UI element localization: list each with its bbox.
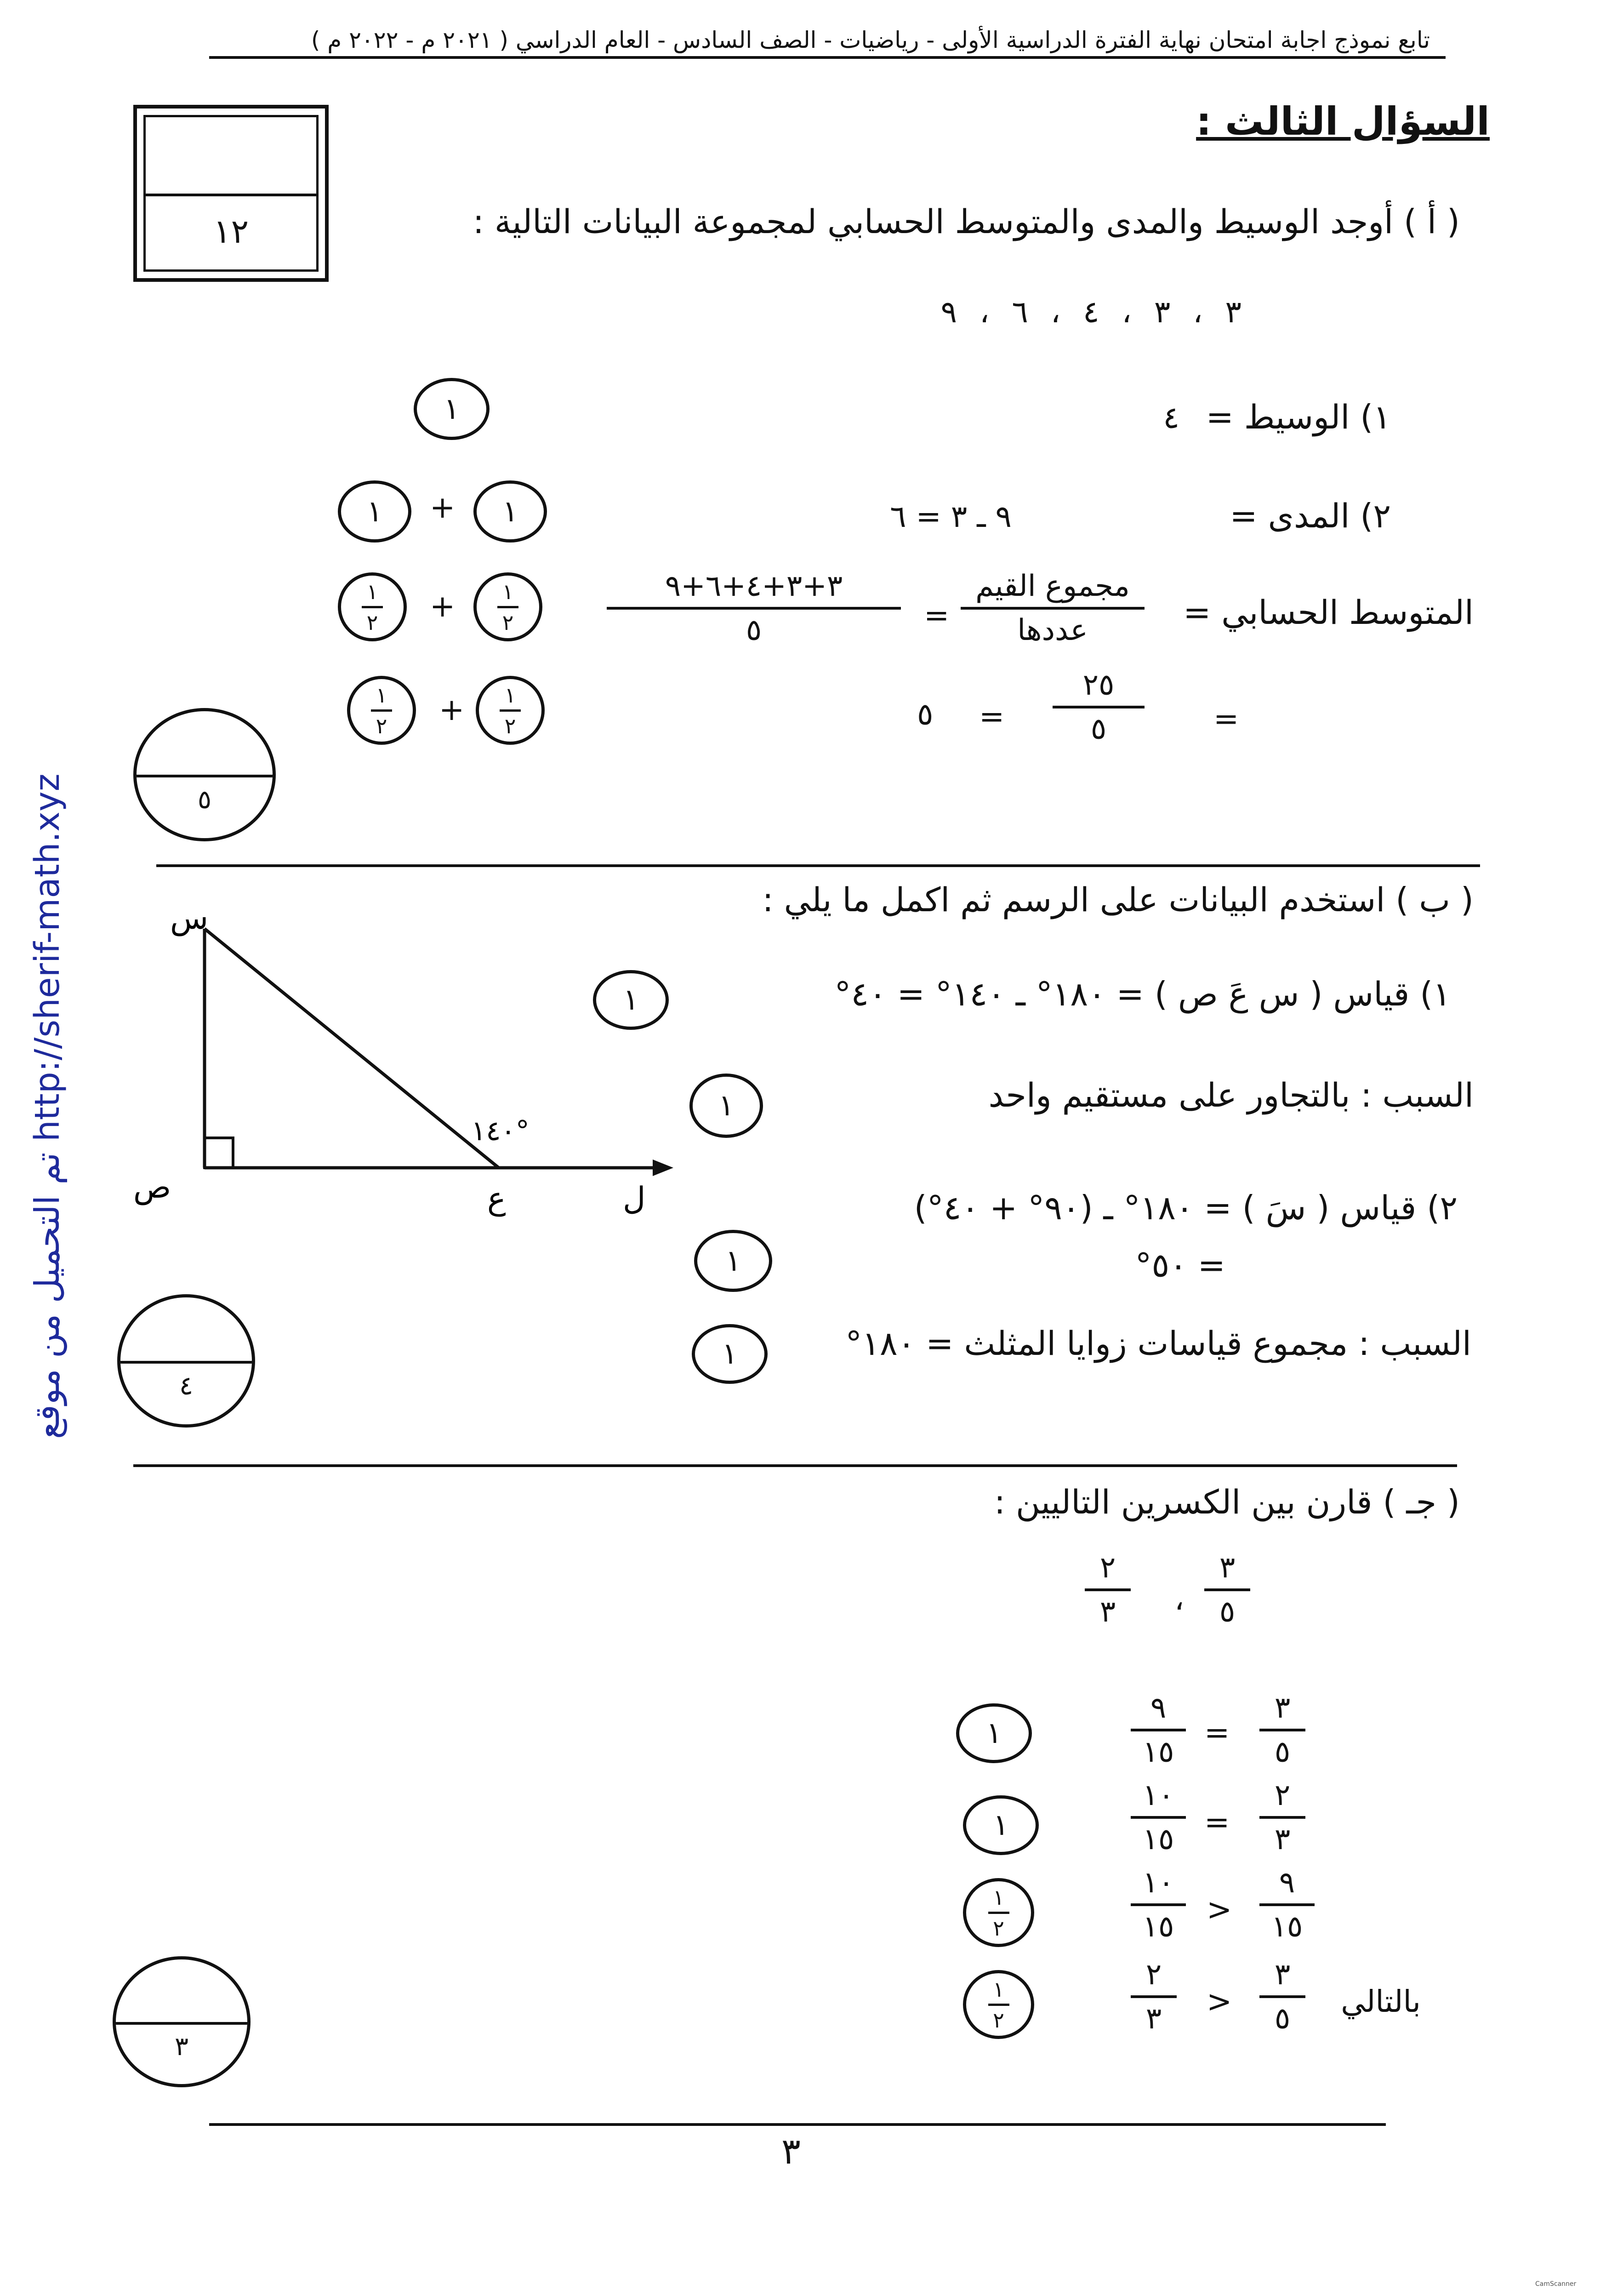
comparison-left-fraction: ٣ ٥	[1259, 1692, 1305, 1769]
header-underline	[209, 56, 1446, 59]
comparison-right-fraction: ٩ ١٥	[1131, 1692, 1186, 1769]
half-mark-circle: ١ ٢	[963, 1878, 1034, 1947]
median-value: ٤	[1163, 400, 1179, 435]
fraction-two-thirds: ٢ ٣	[1085, 1552, 1131, 1628]
comparison-left-fraction: ٢ ٣	[1259, 1779, 1305, 1856]
plus-sign: +	[439, 692, 465, 727]
section-divider	[156, 864, 1480, 867]
part-b-q2: ٢) قياس ( سَ ) = ١٨٠° ـ (٩٠° + ٤٠°)	[914, 1188, 1458, 1227]
comparison-operator: =	[1204, 1715, 1230, 1750]
header-text: تابع نموذج اجابة امتحان نهاية الفترة الدراسية الأولى - رياضيات - الصف السادس - العام الدراسي ( ٢٠٢١ م - ٢٠٢٢ م )	[311, 27, 1430, 53]
mean-fraction-words: مجموع القيم عددها	[961, 570, 1145, 647]
part-b-prompt: ( ب ) استخدم البيانات على الرسم ثم اكمل ما يلي :	[762, 880, 1474, 919]
label-s: س	[170, 900, 209, 937]
plus-sign: +	[430, 588, 456, 624]
page-number: ٣	[781, 2131, 801, 2172]
therefore-label: بالتالي	[1341, 1984, 1421, 2019]
range-value: ٩ ـ ٣ = ٦	[890, 499, 1012, 534]
section-total-circle: ٥	[133, 708, 276, 841]
range-label: ٢) المدى =	[1230, 497, 1391, 535]
half-mark-circle: ١ ٢	[338, 572, 407, 641]
part-b-q2-result: = ٥٠°	[1135, 1246, 1225, 1285]
mark-circle: ١	[956, 1703, 1032, 1763]
half-mark-circle: ١ ٢	[963, 1970, 1034, 2039]
comparison-right-fraction: ١٠ ١٥	[1131, 1867, 1186, 1943]
comparison-left-fraction: ٣ ٥	[1259, 1959, 1305, 2035]
comparison-operator: <	[1207, 1984, 1232, 2019]
mark-circle: ١	[694, 1230, 772, 1292]
mean-fraction-result: ٢٥ ٥	[1053, 669, 1145, 746]
comparison-right-fraction: ١٠ ١٥	[1131, 1779, 1186, 1856]
label-sad: ص	[133, 1169, 171, 1205]
side-watermark: تم التحميل من موقع http://sherif-math.xyz	[28, 773, 67, 1439]
part-b-q2-reason: السبب : مجموع قياسات زوايا المثلث = ١٨٠°	[845, 1324, 1471, 1363]
label-ain: ع	[487, 1181, 506, 1217]
score-value: ١٢	[213, 212, 249, 251]
comma: ،	[1174, 1582, 1185, 1617]
mean-label: المتوسط الحسابي =	[1183, 593, 1474, 632]
mark-circle: ١	[692, 1324, 768, 1384]
equals-sign: =	[924, 598, 950, 633]
mean-fraction-sum: ٣+٣+٤+٦+٩ ٥	[607, 570, 901, 647]
triangle-figure	[129, 887, 726, 1237]
mark-circle: ١	[689, 1074, 763, 1138]
part-b-q1: ١) قياس ( س عَ ص ) = ١٨٠° ـ ١٤٠° = ٤٠°	[834, 975, 1451, 1013]
part-a-dataset: ٣ ، ٣ ، ٤ ، ٦ ، ٩	[940, 294, 1241, 330]
section-total-circle: ٤	[117, 1294, 255, 1428]
scanner-tag: CamScanner	[1535, 2280, 1577, 2288]
half-mark-circle: ١ ٢	[347, 676, 416, 745]
equals-sign: =	[1213, 701, 1239, 737]
comparison-operator: =	[1204, 1805, 1230, 1840]
mark-circle: ١	[414, 378, 490, 440]
section-total-circle: ٣	[113, 1956, 251, 2087]
footer-line	[209, 2123, 1386, 2126]
label-lam: ل	[623, 1181, 646, 1217]
comparison-left-fraction: ٩ ١٥	[1259, 1867, 1315, 1943]
plus-sign: +	[430, 490, 456, 525]
half-mark-circle: ١ ٢	[473, 572, 542, 641]
part-b-q1-reason: السبب : بالتجاور على مستقيم واحد	[988, 1076, 1474, 1114]
mark-circle: ١	[963, 1795, 1039, 1855]
mark-circle: ١	[338, 480, 411, 543]
comparison-right-fraction: ٢ ٣	[1131, 1959, 1177, 2035]
comparison-operator: <	[1207, 1892, 1232, 1927]
mark-circle: ١	[593, 970, 669, 1030]
score-box	[133, 105, 329, 282]
median-label: ١) الوسيط =	[1206, 398, 1391, 436]
question-title: السؤال الثالث :	[1196, 99, 1490, 144]
equals-sign: =	[979, 699, 1005, 734]
angle-label: ١٤٠°	[471, 1115, 530, 1147]
mean-result: ٥	[917, 697, 934, 732]
fraction-three-fifths: ٣ ٥	[1204, 1552, 1250, 1628]
mark-circle: ١	[473, 480, 547, 543]
part-c-prompt: ( جـ ) قارن بين الكسرين التاليين :	[994, 1483, 1460, 1521]
section-divider	[133, 1464, 1457, 1467]
part-a-prompt: ( أ ) أوجد الوسيط والمدى والمتوسط الحسابي لمجموعة البيانات التالية :	[473, 202, 1460, 241]
half-mark-circle: ١ ٢	[476, 676, 545, 745]
